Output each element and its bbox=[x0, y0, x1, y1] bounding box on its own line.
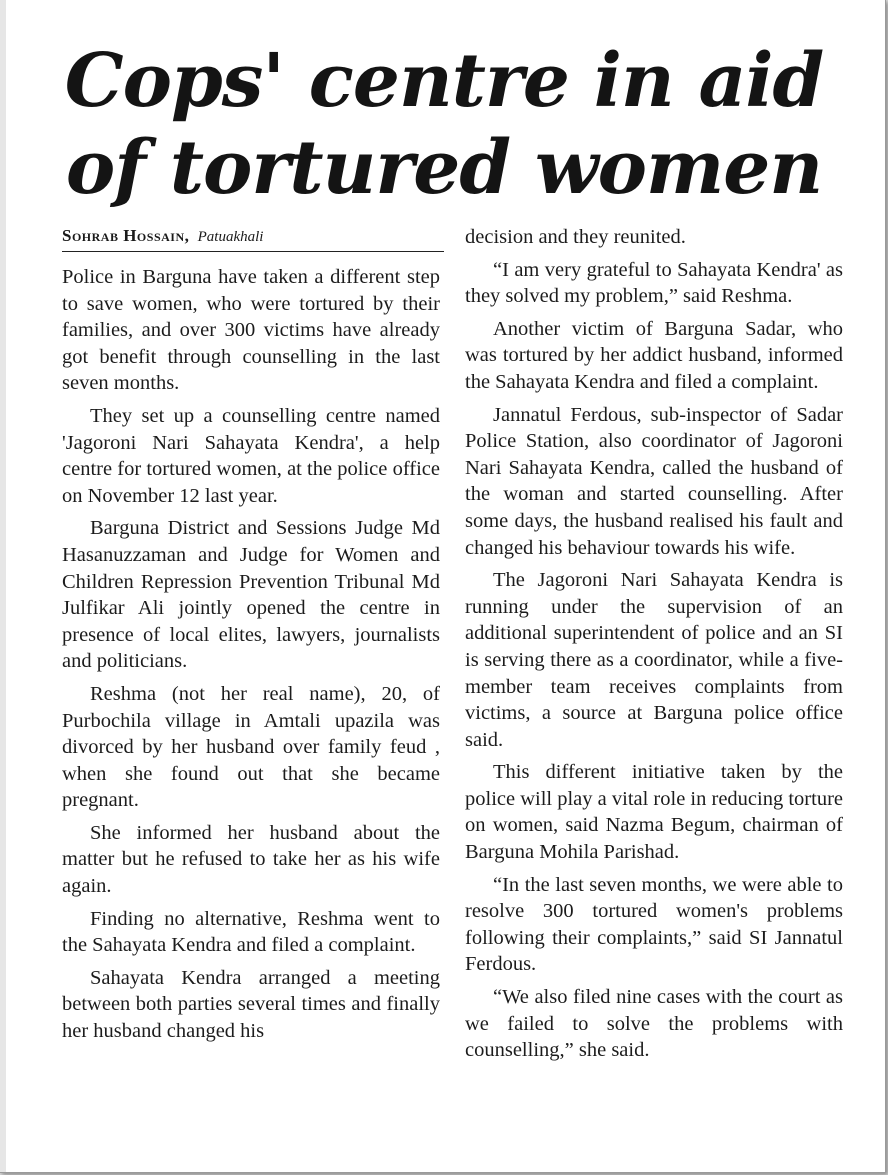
paragraph: Reshma (not her real name), 20, of Purbochila village in Amtali upazila was divorced by her husband over family feud , when she found out that she became pregnant. bbox=[62, 682, 440, 812]
paragraph: Jannatul Ferdous, sub-inspector of Sadar Police Station, also coordinator of Jagoroni Nari Sahayata Kendra, called the husband of the woman and started counselling. After some days, the husband realised his fault and changed his behaviour towards his wife. bbox=[465, 403, 843, 559]
paragraph: Another victim of Barguna Sadar, who was tortured by her addict husband, informed the Sahayata Kendra and filed a complaint. bbox=[465, 317, 843, 393]
headline-line-1: Cops' centre in aid bbox=[64, 38, 824, 124]
paragraph: Barguna District and Sessions Judge Md Hasanuzzaman and Judge for Women and Children Repression Prevention Tribunal Md Julfikar Ali jointly opened the centre in presence of local elites, lawyers, journalists and politicians. bbox=[62, 517, 440, 673]
paragraph: Sahayata Kendra arranged a meeting between both parties several times and finally her husband changed his bbox=[62, 966, 440, 1043]
paragraph: “In the last seven months, we were able to resolve 300 tortured women's problems following their complaints,” said SI Jannatul Ferdous. bbox=[465, 873, 843, 976]
headline-line-2: of tortured women bbox=[65, 125, 823, 211]
paragraph: The Jagoroni Nari Sahayata Kendra is running under the supervision of an additional superintendent of police and an SI is serving there as a coordinator, while a five-member team receives complaints from victims, a source at Barguna police office said. bbox=[465, 569, 843, 751]
byline bbox=[62, 226, 444, 252]
article-column-right bbox=[465, 224, 843, 1070]
paragraph: She informed her husband about the matter but he refused to take her as his wife again. bbox=[62, 821, 440, 898]
paragraph: decision and they reunited. bbox=[465, 226, 686, 248]
headline bbox=[0, 38, 888, 212]
paragraph: Finding no alternative, Reshma went to the Sahayata Kendra and filed a complaint. bbox=[62, 907, 440, 957]
paragraph: “I am very grateful to Sahayata Kendra' as they solved my problem,” said Reshma. bbox=[465, 258, 843, 308]
paragraph: This different initiative taken by the police will play a vital role in reducing torture on women, said Nazma Begum, chairman of Barguna Mohila Parishad. bbox=[465, 761, 843, 864]
paragraph: “We also filed nine cases with the court as we failed to solve the problems with counselling,” she said. bbox=[465, 986, 843, 1062]
paragraph: They set up a counselling centre named 'Jagoroni Nari Sahayata Kendra', a help centre for tortured women, at the police office on November 12 last year. bbox=[62, 404, 440, 507]
paragraph: Police in Barguna have taken a different step to save women, who were tortured by their families, and over 300 victims have already got benefit through counselling in the last seven months. bbox=[62, 266, 440, 395]
article-column-left bbox=[62, 264, 440, 1051]
byline-author: Sohrab Hossain, bbox=[62, 226, 190, 245]
byline-place: Patuakhali bbox=[197, 229, 264, 245]
